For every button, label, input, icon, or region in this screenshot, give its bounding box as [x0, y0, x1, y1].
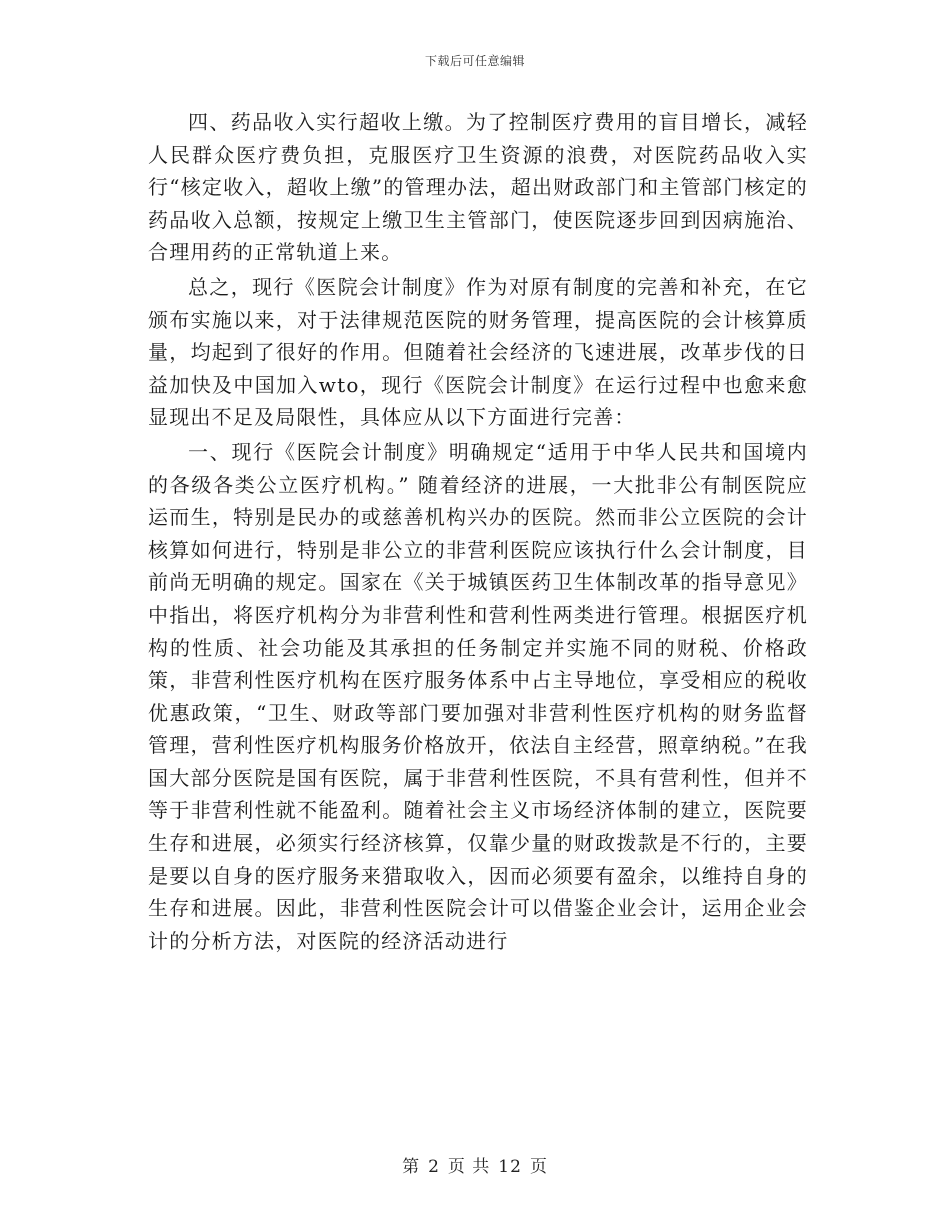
paragraph-summary: 总之，现行《医院会计制度》作为对原有制度的完善和补充，在它颁布实施以来，对于法律规范医院的财务管理，提高医院的会计核算质量，均起到了很好的作用。但随着社会经济的飞速进展，改革步伐的日益加快及中国加入wto，现行《医院会计制度》在运行过程中也愈来愈显现出不足及局限性，具体应从以下方面进行完善：: [148, 274, 808, 430]
footer-total-pages: 12: [498, 1157, 522, 1177]
paragraph-point-one: 一、现行《医院会计制度》明确规定“适用于中华人民共和国境内的各级各类公立医疗机构。” 随着经济的进展，一大批非公有制医院应运而生，特别是民办的或慈善机构兴办的医院。然而非公立医院的会计核算如何进行，特别是非公立的非营利医院应该执行什么会计制度，目前尚无明确的规定。国家在《关于城镇医药卫生体制改革的指导意见》中指出，将医疗机构分为非营利性和营利性两类进行管理。根据医疗机构的性质、社会功能及其承担的任务制定并实施不同的财税、价格政策，非营利性医疗机构在医疗服务体系中占主导地位，享受相应的税收优惠政策，“卫生、财政等部门要加强对非营利性医疗机构的财务监督管理，营利性医疗机构服务价格放开，依法自主经营，照章纳税。”在我国大部分医院是国有医院，属于非营利性医院，不具有营利性，但并不等于非营利性就不能盈利。随着社会主义市场经济体制的建立，医院要生存和进展，必须实行经济核算，仅靠少量的财政拨款是不行的，主要是要以自身的医疗服务来猎取收入，因而必须要有盈余，以维持自身的生存和进展。因此，非营利性医院会计可以借鉴企业会计，运用企业会计的分析方法，对医院的经济活动进行: [148, 439, 808, 953]
footer-page-number: 2: [428, 1157, 440, 1177]
page-header: 下载后可任意编辑: [424, 54, 525, 68]
page-footer: [0, 1152, 950, 1177]
document-body: [148, 106, 808, 959]
footer-prefix: 第: [402, 1157, 421, 1177]
paragraph-drug-income: 四、药品收入实行超收上缴。为了控制医疗费用的盲目增长，减轻人民群众医疗费负担，克服医疗卫生资源的浪费，对医院药品收入实行“核定收入，超收上缴”的管理办法，超出财政部门和主管部门核定的药品收入总额，按规定上缴卫生主管部门，使医院逐步回到因病施治、合理用药的正常轨道上来。: [148, 110, 808, 265]
footer-suffix: 页: [529, 1157, 548, 1177]
footer-middle: 页 共: [447, 1157, 491, 1177]
